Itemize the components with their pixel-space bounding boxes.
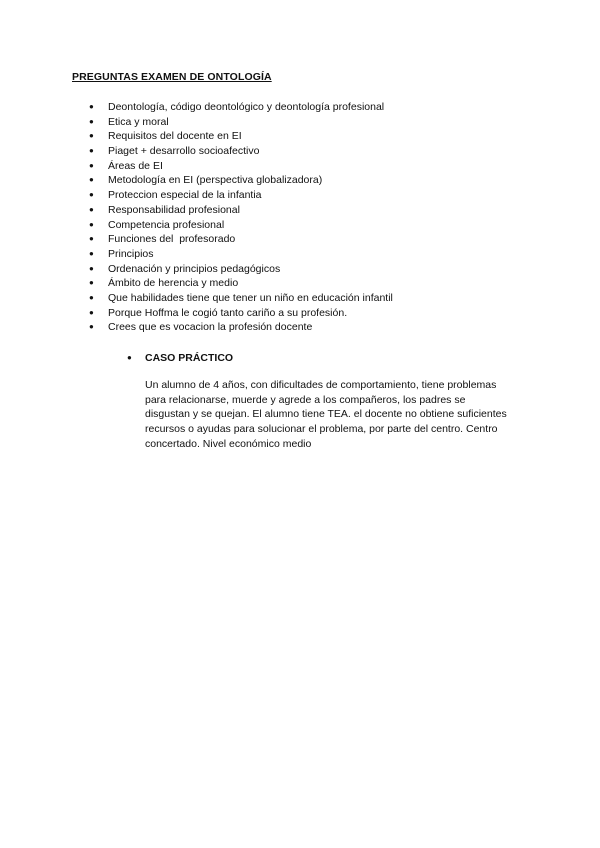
question-text: Requisitos del docente en EI [108,130,242,143]
question-list [72,100,393,335]
question-text: Que habilidades tiene que tener un niño en educación infantil [108,291,393,304]
question-text: Principios [108,247,154,260]
question-text: Piaget + desarrollo socioafectivo [108,145,260,158]
bullet-icon: ● [89,307,94,317]
list-item [72,262,393,277]
question-text: Etica y moral [108,115,169,128]
question-text: Proteccion especial de la infantia [108,189,262,202]
question-text: Deontología, código deontológico y deontología profesional [108,101,385,113]
question-text: Responsabilidad profesional [108,203,240,216]
list-item [72,232,393,247]
bullet-icon: ● [89,175,94,185]
list-item [72,203,393,218]
bullet-icon: ● [89,190,94,200]
list-item [72,291,393,306]
bullet-icon: ● [89,278,94,288]
list-item [72,276,393,291]
question-text: Funciones del profesorado [108,233,236,246]
question-text: Ámbito de herencia y medio [108,277,239,290]
bullet-icon: ● [89,322,94,332]
list-item [72,129,393,144]
bullet-icon: ● [89,160,94,170]
case-study-text: Un alumno de 4 años, con dificultades de comportamiento, tiene problemas para relacionarse, muerde y agrede a los compañeros, los padres se disgustan y se quejan. El alumno tiene TEA. el docente no obtiene suficientes recursos o ayudas para solucionar el problema, por parte del centro. Centro concertado. Nivel económico medio [145,379,507,450]
bullet-icon: ● [89,204,94,214]
question-text: Competencia profesional [108,218,225,231]
document-title: PREGUNTAS EXAMEN DE ONTOLOGÍA [72,71,272,83]
list-item [72,173,393,188]
list-item [72,320,393,335]
case-study-heading-text: CASO PRÁCTICO [145,352,234,364]
list-item [72,247,393,262]
bullet-icon: ● [89,234,94,244]
case-study-heading [127,350,507,366]
list-item [72,159,393,174]
question-text: Metodología en EI (perspectiva globalizadora) [108,174,323,187]
bullet-icon: ● [89,219,94,229]
list-item [72,188,393,203]
question-text: Áreas de EI [108,159,163,172]
list-item [72,144,393,159]
bullet-icon: ● [127,353,132,362]
case-study-section [127,350,507,452]
bullet-icon: ● [89,131,94,141]
list-item [72,115,393,130]
question-text: Crees que es vocacion la profesión docente [108,321,313,334]
list-item [72,218,393,233]
list-item [72,100,393,115]
list-item [72,306,393,321]
bullet-icon: ● [89,116,94,126]
bullet-icon: ● [89,292,94,302]
bullet-icon: ● [89,102,94,111]
question-text: Ordenación y principios pedagógicos [108,262,281,275]
question-text: Porque Hoffma le cogió tanto cariño a su profesión. [108,306,348,319]
bullet-icon: ● [89,263,94,273]
bullet-icon: ● [89,248,94,258]
bullet-icon: ● [89,146,94,156]
